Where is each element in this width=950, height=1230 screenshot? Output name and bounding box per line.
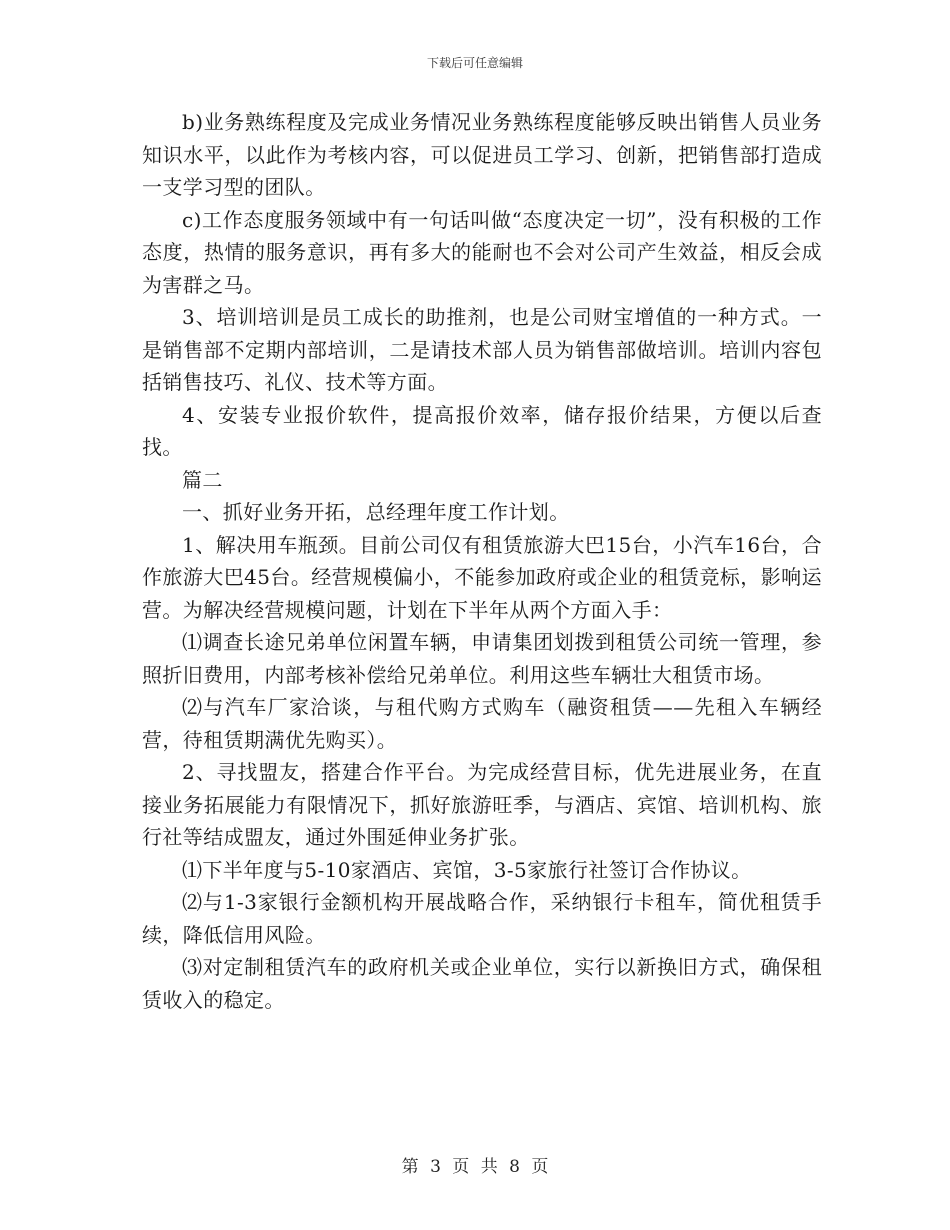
paragraph-item-1: ⑴调查长途兄弟单位闲置车辆，申请集团划拨到租赁公司统一管理，参照折旧费用，内部考核补偿给兄弟单位。利用这些车辆壮大租赁市场。	[142, 630, 822, 687]
paragraph-vehicle-bottleneck: 1、解决用车瓶颈。目前公司仅有租赁旅游大巴15台，小汽车16台，合作旅游大巴45台。经营规模偏小，不能参加政府或企业的租赁竞标，影响运营。为解决经营规模问题，计划在下半年从两个方面入手：	[142, 532, 822, 622]
paragraph-c: c)工作态度服务领域中有一句话叫做“态度决定一切”，没有积极的工作态度，热情的服务意识，再有多大的能耐也不会对公司产生效益，相反会成为害群之马。	[142, 207, 822, 297]
paragraph-item-2: ⑵与汽车厂家洽谈，与租代购方式购车（融资租赁——先租入车辆经营，待租赁期满优先购买）。	[142, 695, 822, 752]
footer-label-unit2: 页	[531, 1157, 549, 1177]
paragraph-partner-item-3: ⑶对定制租赁汽车的政府机关或企业单位，实行以新换旧方式，确保租赁收入的稳定。	[142, 955, 822, 1012]
footer-label-total: 共	[480, 1157, 498, 1177]
footer-label-unit: 页	[452, 1157, 470, 1177]
footer-current-page: 3	[430, 1157, 441, 1177]
paragraph-business-expansion: 一、抓好业务开拓，总经理年度工作计划。	[182, 500, 570, 524]
paragraph-partner-item-1: ⑴下半年度与5-10家酒店、宾馆，3-5家旅行社签订合作协议。	[182, 857, 752, 882]
footer-label-page: 第	[401, 1157, 419, 1177]
section-heading-part2: 篇二	[182, 467, 223, 492]
paragraph-b: b)业务熟练程度及完成业务情况业务熟练程度能够反映出销售人员业务知识水平，以此作为考核内容，可以促进员工学习、创新，把销售部打造成一支学习型的团队。	[142, 110, 822, 199]
footer-total-pages: 8	[509, 1157, 520, 1177]
page-footer	[0, 1152, 950, 1177]
paragraph-software: 4、安装专业报价软件，提高报价效率，储存报价结果，方便以后查找。	[142, 402, 822, 459]
document-body	[142, 106, 822, 1016]
page-header: 下载后可任意编辑	[426, 56, 523, 70]
paragraph-training: 3、培训培训是员工成长的助推剂，也是公司财宝增值的一种方式。一是销售部不定期内部培训，二是请技术部人员为销售部做培训。培训内容包括销售技巧、礼仪、技术等方面。	[142, 305, 822, 394]
paragraph-partner-item-2: ⑵与1-3家银行金额机构开展战略合作，采纳银行卡租车，简优租赁手续，降低信用风险。	[142, 890, 822, 947]
paragraph-partners: 2、寻找盟友，搭建合作平台。为完成经营目标，优先进展业务，在直接业务拓展能力有限情况下，抓好旅游旺季，与酒店、宾馆、培训机构、旅行社等结成盟友，通过外围延伸业务扩张。	[142, 760, 822, 849]
